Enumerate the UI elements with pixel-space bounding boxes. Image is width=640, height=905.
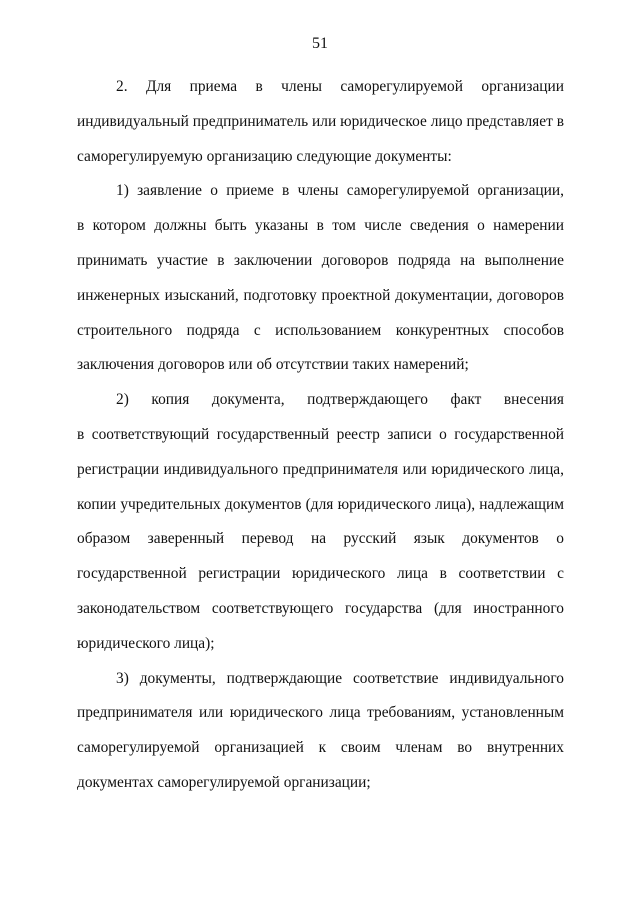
paragraph-2 <box>77 70 564 174</box>
paragraph-line: саморегулируемой организацией к своим членам во внутренних <box>77 739 564 757</box>
paragraph-line: юридического лица); <box>77 634 215 652</box>
paragraph-item-3 <box>77 662 564 801</box>
paragraph-line: инженерных изысканий, подготовку проектной документации, договоров <box>77 286 564 304</box>
page-number: 51 <box>312 35 328 52</box>
paragraph-line: предпринимателя или юридического лица требованиям, установленным <box>77 704 564 722</box>
paragraph-line: в котором должны быть указаны в том числе сведения о намерении <box>77 217 564 235</box>
paragraph-line: регистрации индивидуального предпринимателя или юридического лица, <box>77 460 564 478</box>
paragraph-item-1 <box>77 174 564 383</box>
paragraph-line: саморегулируемую организацию следующие документы: <box>77 147 452 165</box>
paragraph-line: в соответствующий государственный реестр записи о государственной <box>77 425 564 443</box>
paragraph-line: копии учредительных документов (для юридического лица), надлежащим <box>77 495 564 513</box>
body-text <box>77 70 564 801</box>
paragraph-line: индивидуальный предприниматель или юридическое лицо представляет в <box>77 112 564 130</box>
paragraph-line: образом заверенный перевод на русский язык документов о <box>77 530 564 548</box>
paragraph-line: государственной регистрации юридического лица в соответствии с <box>77 565 564 583</box>
paragraph-line: 3) документы, подтверждающие соответствие индивидуального <box>116 669 564 687</box>
paragraph-line: строительного подряда с использованием конкурентных способов <box>77 321 564 339</box>
paragraph-item-2 <box>77 383 564 661</box>
paragraph-line: 2) копия документа, подтверждающего факт внесения <box>116 391 564 409</box>
paragraph-line: принимать участие в заключении договоров подряда на выполнение <box>77 251 564 269</box>
paragraph-line: 2. Для приема в члены саморегулируемой организации <box>116 78 564 95</box>
paragraph-line: 1) заявление о приеме в члены саморегулируемой организации, <box>116 182 564 200</box>
paragraph-line: заключения договоров или об отсутствии таких намерений; <box>77 356 469 374</box>
paragraph-line: законодательством соответствующего государства (для иностранного <box>77 599 564 617</box>
paragraph-line: документах саморегулируемой организации; <box>77 773 371 791</box>
